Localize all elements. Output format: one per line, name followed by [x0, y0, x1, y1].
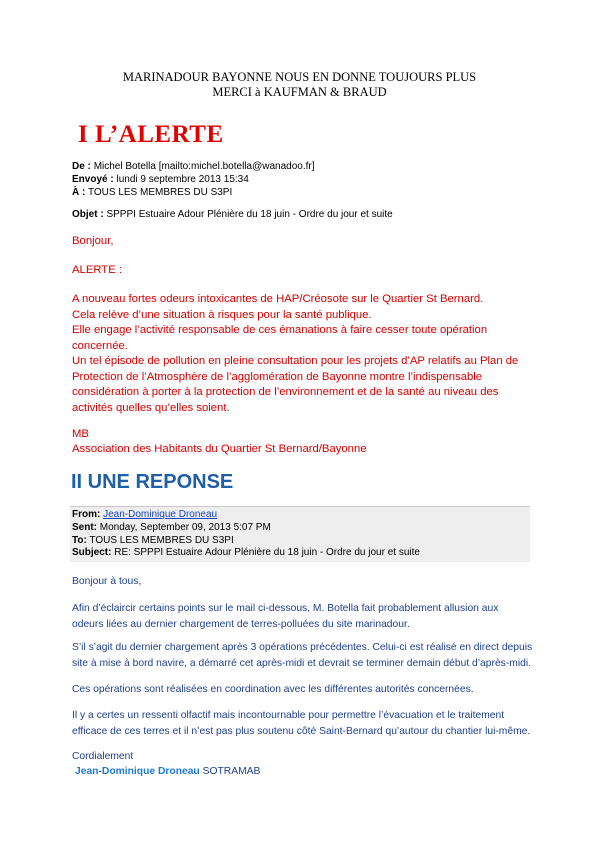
reply-subject-value: RE: SPPPI Estuaire Adour Plénière du 18 juin - Ordre du jour et suite	[114, 547, 420, 558]
alert-body-line: Un tel épisode de pollution en pleine consultation pour les projets d’AP relatifs au Plan de	[72, 355, 519, 367]
alert-from-value: Michel Botella [mailto:michel.botella@wanadoo.fr]	[93, 161, 315, 172]
section-1-title: I L’ALERTE	[78, 121, 224, 148]
reply-para-1-line: Afin d’éclaircir certains points sur le mail ci-dessous, M. Botella fait probablement allusion aux	[72, 603, 499, 614]
alert-to-value: TOUS LES MEMBRES DU S3PI	[87, 187, 233, 198]
reply-para-2-line: site à mise à bord navire, a démarré cet après-midi et devrait se terminer demain début d’après-midi.	[72, 657, 531, 669]
alert-body-line: considération à porter à la protection de l’environnement et de la santé au niveau des	[72, 386, 499, 398]
reply-sent-line	[72, 521, 271, 534]
reply-para-4-line: Il y a certes un ressenti olfactif mais incontournable pour permettre l’évacuation et le traitement	[72, 710, 505, 721]
document-heading-line-1: MARINADOUR BAYONNE NOUS EN DONNE TOUJOURS PLUS	[122, 70, 477, 84]
alert-subject-value: SPPPI Estuaire Adour Plénière du 18 juin - Ordre du jour et suite	[106, 209, 393, 220]
reply-from-line	[72, 508, 217, 521]
reply-subject-label: Subject:	[72, 547, 112, 558]
alert-body-line: Cela relève d’une situation à risques pour la santé publique.	[72, 308, 372, 321]
alert-body-line: A nouveau fortes odeurs intoxicantes de HAP/Créosote sur le Quartier St Bernard.	[72, 293, 484, 305]
alert-from-label: De :	[72, 161, 91, 172]
alert-sent-label: Envoyé :	[72, 174, 114, 185]
alert-label: ALERTE :	[72, 264, 123, 276]
reply-para-4-line: efficace de ces terres et il n’est pas plus soutenu côté Saint-Bernard qu’autour du chantier lui-même.	[72, 725, 531, 737]
alert-sent-line	[72, 173, 249, 186]
alert-subject-label: Objet :	[72, 209, 104, 220]
reply-para-2-line: S’il s’agit du dernier chargement après 3 opérations précédentes. Celui-ci est réalisé en direct depuis	[72, 642, 533, 653]
alert-to-line	[72, 186, 232, 199]
alert-greeting: Bonjour,	[72, 235, 114, 247]
reply-para-3-line: Ces opérations sont réalisées en coordination avec les différentes autorités concernées.	[72, 684, 474, 695]
reply-from-label: From:	[72, 509, 101, 520]
alert-signature: MB	[72, 428, 89, 440]
reply-sender-link[interactable]: Jean-Dominique Droneau	[103, 509, 218, 520]
reply-to-value: TOUS LES MEMBRES DU S3PI	[89, 535, 234, 546]
reply-signature	[75, 764, 260, 780]
alert-body-line: Protection de l’Atmosphère de l’agglomération de Bayonne montre l’indispensable	[72, 370, 483, 383]
signature-name: Jean-Dominique Droneau	[75, 766, 200, 777]
reply-sent-label: Sent:	[72, 522, 97, 533]
alert-subject-line	[72, 208, 393, 221]
alert-association: Association des Habitants du Quartier St Bernard/Bayonne	[72, 443, 367, 455]
document-heading-line-2: MERCI à KAUFMAN & BRAUD	[212, 85, 387, 99]
signature-company: SOTRAMAB	[202, 766, 261, 777]
alert-from-line	[72, 160, 315, 173]
alert-sent-value: lundi 9 septembre 2013 15:34	[116, 174, 249, 185]
alert-to-label: À :	[72, 187, 86, 198]
alert-body-line: activités quelles qu’elles soient.	[72, 401, 230, 414]
section-2-title: II UNE REPONSE	[71, 471, 234, 493]
reply-closing: Cordialement	[72, 751, 134, 762]
reply-subject-line	[72, 546, 420, 559]
alert-body-line: Elle engage l’activité responsable de ces émanations à faire cesser toute opération	[72, 324, 488, 336]
reply-sent-value: Monday, September 09, 2013 5:07 PM	[99, 522, 271, 533]
alert-body-line: concernée.	[72, 339, 128, 352]
reply-to-label: To:	[72, 535, 87, 546]
reply-greeting: Bonjour à tous,	[72, 576, 142, 587]
reply-para-1-line: odeurs liées au dernier chargement de terres-polluées du site marinadour.	[72, 618, 410, 630]
